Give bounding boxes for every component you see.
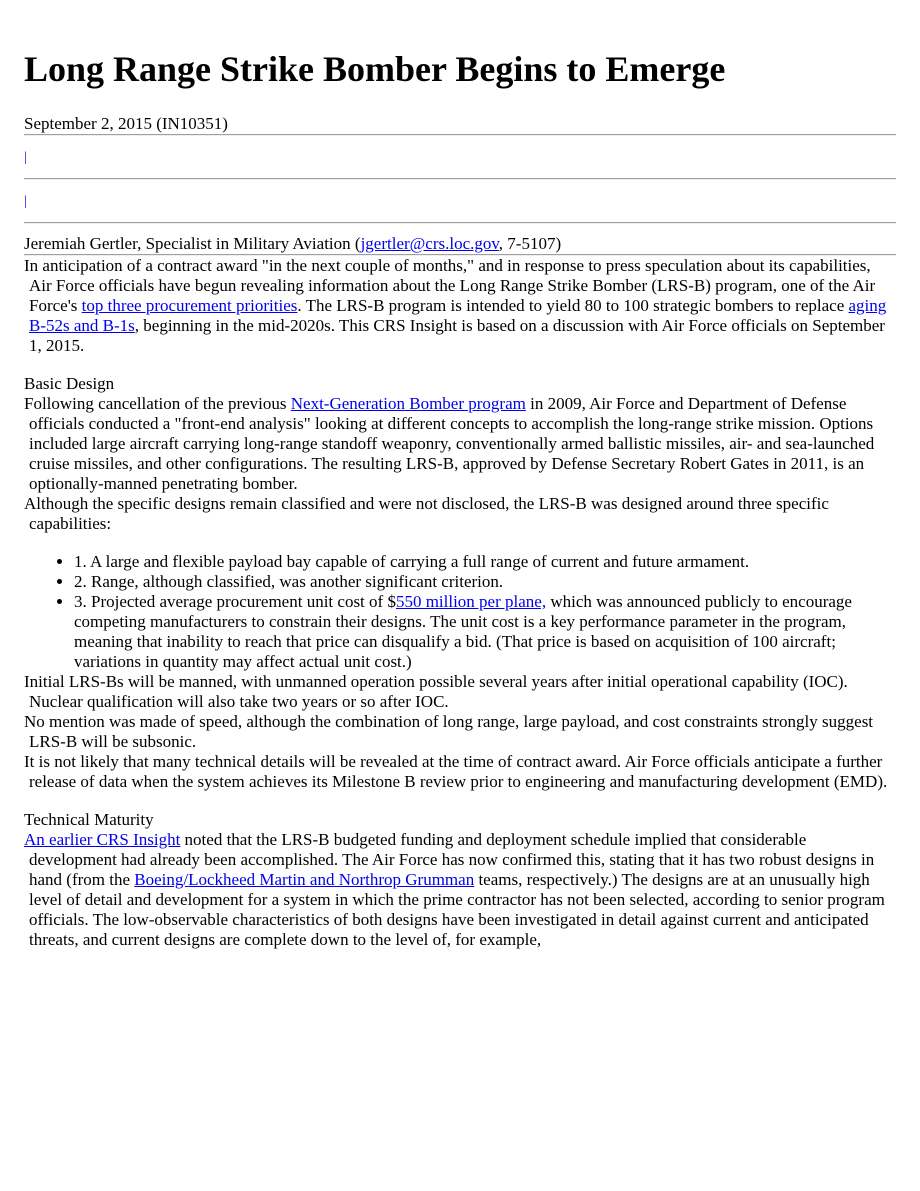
link-unit-cost[interactable]: 550 million per plane, bbox=[395, 592, 547, 611]
divider bbox=[24, 134, 896, 136]
divider bbox=[24, 222, 896, 224]
paragraph-technical-maturity: An earlier CRS Insight noted that the LRS-B budgeted funding and deployment schedule implied that considerable development had already been accomplished. The Air Force has now confirmed this, stating that it has two robust designs in hand (from the Boeing/Lockheed Martin and Northrop Grumman teams, respectively.) The designs are at an unusually high level of detail and development for a system in which the prime contractor has not been selected, according to senior program officials. The low-observable characteristics of both designs have been investigated in detail against current and anticipated threats, and current designs are complete down to the level of, for example, bbox=[24, 830, 885, 949]
section-heading-technical-maturity: Technical Maturity bbox=[24, 810, 154, 829]
page-title: Long Range Strike Bomber Begins to Emerge bbox=[24, 49, 726, 89]
link-row-2 bbox=[24, 192, 896, 212]
paragraph-capabilities-intro: Although the specific designs remain classified and were not disclosed, the LRS-B was designed around three specific capabilities: bbox=[24, 494, 829, 533]
author-line bbox=[24, 234, 896, 254]
author-phone: , 7-5107) bbox=[498, 234, 562, 253]
list-item: • 3. Projected average procurement unit cost of $550 million per plane, which was announced publicly to encourage competing manufacturers to constrain their designs. The unit cost is a key performance parameter in the program, meaning that inability to reach that price can disqualify a bid. (That price is based on acquisition of 100 aircraft; variations in quantity may affect actual unit cost.) bbox=[74, 592, 896, 672]
link-procurement-priorities[interactable]: top three procurement priorities bbox=[81, 296, 298, 315]
link-boeing-northrop[interactable]: Boeing/Lockheed Martin and Northrop Grumman bbox=[134, 870, 475, 889]
link-next-generation-bomber[interactable]: Next-Generation Bomber program bbox=[290, 394, 526, 413]
link-earlier-crs-insight[interactable]: An earlier CRS Insight bbox=[24, 830, 181, 849]
list-item: • 1. A large and flexible payload bay capable of carrying a full range of current and future armament. bbox=[74, 552, 896, 572]
paragraph-manned: Initial LRS-Bs will be manned, with unmanned operation possible several years after initial operational capability (IOC). Nuclear qualification will also take two years or so after IOC. bbox=[24, 672, 848, 711]
author-name: Jeremiah Gertler, Specialist in Military Aviation ( bbox=[24, 234, 361, 253]
author-email-link[interactable]: jgertler@crs.loc.gov bbox=[360, 234, 499, 253]
link-icon-1[interactable]: | bbox=[24, 150, 27, 165]
section-heading-basic-design: Basic Design bbox=[24, 374, 115, 393]
paragraph-technical-details: It is not likely that many technical details will be revealed at the time of contract award. Air Force officials anticipate a further release of data when the system achieves its Milestone B review prior to engineering and manufacturing development (EMD). bbox=[24, 752, 888, 791]
divider bbox=[24, 178, 896, 180]
paragraph-speed: No mention was made of speed, although the combination of long range, large payload, and cost constraints strongly suggest LRS-B will be subsonic. bbox=[24, 712, 874, 751]
link-aging-bombers[interactable]: aging B-52s and B-1s bbox=[29, 296, 887, 335]
paragraph-intro: In anticipation of a contract award "in the next couple of months," and in response to press speculation about its capabilities, Air Force officials have begun revealing information about the Long Range Strike Bomber (LRS-B) program, one of the Air Force's top three procurement priorities. The LRS-B program is intended to yield 80 to 100 strategic bombers to replace aging B-52s and B-1s, beginning in the mid-2020s. This CRS Insight is based on a discussion with Air Force officials on September 1, 2015. bbox=[24, 256, 887, 355]
capabilities-list bbox=[24, 552, 896, 672]
link-icon-2[interactable]: | bbox=[24, 194, 27, 209]
paragraph-basic-design: Following cancellation of the previous Next-Generation Bomber program in 2009, Air Force and Department of Defense officials conducted a "front-end analysis" looking at different concepts to accomplish the long-range strike mission. Options included large aircraft carrying long-range standoff weaponry, conventionally armed ballistic missiles, air- and sea-launched cruise missiles, and other configurations. The resulting LRS-B, approved by Defense Secretary Robert Gates in 2011, is an optionally-manned penetrating bomber. bbox=[24, 394, 875, 493]
list-item: • 2. Range, although classified, was another significant criterion. bbox=[74, 572, 896, 592]
dateline: September 2, 2015 (IN10351) bbox=[24, 114, 228, 133]
link-row-1 bbox=[24, 148, 896, 168]
